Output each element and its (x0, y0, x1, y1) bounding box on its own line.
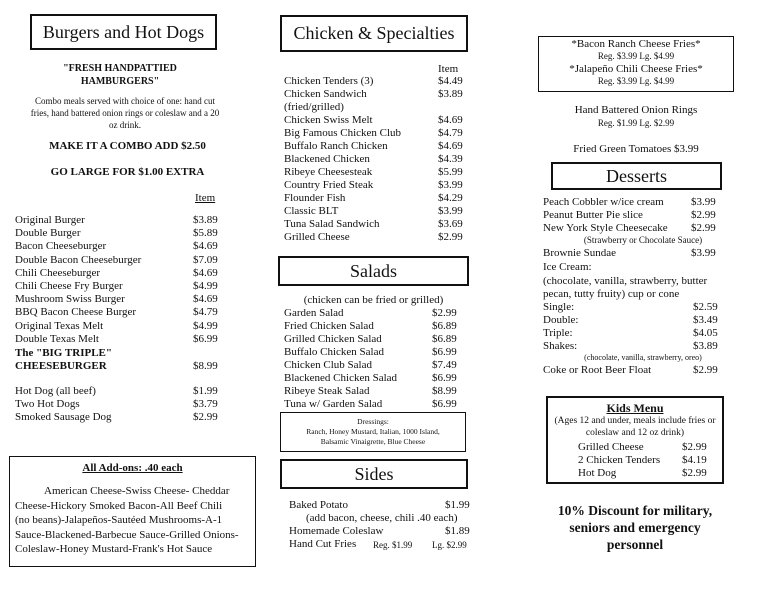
desserts-title: Desserts (606, 165, 667, 186)
salad-item-price: $7.49 (432, 359, 457, 371)
discount-line2: seniors and emergency (569, 520, 701, 535)
burger-item: Bacon Cheeseburger (15, 240, 107, 253)
burger-item: Original Texas Melt (15, 319, 104, 332)
chicken-item-price: $4.69 (438, 140, 463, 152)
kids-item-price: $4.19 (682, 454, 707, 466)
onion-rings: Hand Battered Onion Rings (574, 104, 698, 116)
hotdog-item-price: $2.99 (193, 411, 218, 424)
big-triple-price: $8.99 (193, 360, 218, 372)
onion-rings-prices: Reg. $1.99 Lg. $2.99 (597, 118, 675, 128)
green-tomatoes: Fried Green Tomatoes $3.99 (573, 143, 699, 155)
chicken-item-price: $3.89 (438, 88, 463, 100)
salad-item-price: $6.89 (432, 333, 457, 345)
salad-item: Blackened Chicken Salad (284, 372, 398, 384)
dressings-title: Dressings: (357, 417, 389, 426)
jalapeno-chili-fries-prices: Reg. $3.99 Lg. $4.99 (597, 76, 675, 86)
dessert-item: New York Style Cheesecake (543, 222, 668, 234)
big-triple-line1: The "BIG TRIPLE" (15, 347, 112, 359)
ice-cream-size-price: $4.05 (693, 327, 718, 339)
chicken-header (280, 15, 468, 52)
addons-line: Cheese-Hickory Smoked Bacon-All Beef Chili (15, 499, 223, 512)
chicken-item: Flounder Fish (284, 192, 346, 204)
ice-cream-size: Double: (543, 314, 579, 326)
chicken-item-price: $3.99 (438, 205, 463, 217)
chicken-item: Ribeye Cheesesteak (284, 166, 373, 178)
addons-line: (no beans)-Jalapeños-Sautéed Mushrooms-A-1 (15, 514, 223, 526)
chicken-item: Buffalo Ranch Chicken (284, 140, 388, 152)
dressings-line2: Balsamic Vinaigrette, Blue Cheese (320, 437, 426, 446)
addons-line: American Cheese-Swiss Cheese- Cheddar (44, 485, 230, 497)
chicken-item: Chicken Sandwich (284, 88, 367, 100)
brownie-sundae: Brownie Sundae (543, 247, 617, 259)
burger-item-price: $4.69 (193, 266, 218, 279)
baked-potato-price: $1.99 (445, 499, 470, 511)
burger-item-price: $4.99 (193, 280, 218, 292)
hand-cut-fries-lg: Lg. $2.99 (432, 540, 467, 550)
kids-item: Grilled Cheese (578, 441, 644, 453)
dessert-item-price: $3.99 (691, 196, 716, 208)
cheesecake-note: (Strawberry or Chocolate Sauce) (583, 235, 703, 245)
float-price: $2.99 (693, 364, 718, 376)
salad-item-price: $6.99 (432, 372, 457, 384)
burger-item-price: $4.79 (193, 306, 218, 319)
chicken-item: Chicken Tenders (3) (284, 75, 374, 87)
hotdog-item: Two Hot Dogs (15, 398, 80, 411)
hotdog-item-price: $3.79 (193, 398, 218, 411)
burger-item: Chili Cheeseburger (15, 266, 101, 279)
kids-menu-title: Kids Menu (606, 401, 664, 415)
bacon-ranch-fries: *Bacon Ranch Cheese Fries* (571, 38, 701, 50)
burger-item: Double Bacon Cheeseburger (15, 253, 142, 266)
dessert-item: Peach Cobbler w/ice cream (543, 196, 664, 208)
chicken-item-price: $4.29 (438, 192, 463, 204)
dessert-item-price: $2.99 (691, 222, 716, 234)
burger-item: Mushroom Swiss Burger (15, 293, 125, 306)
chicken-item-price: $3.69 (438, 218, 463, 230)
ice-cream-desc-2: pecan, tutty fruity) cup or cone (543, 288, 680, 300)
burger-item-price: $4.69 (193, 240, 218, 253)
burger-item-header: Item (195, 192, 216, 204)
baked-potato: Baked Potato (289, 499, 348, 511)
addons-title: All Add-ons: .40 each (82, 462, 183, 474)
burger-item: Double Burger (15, 227, 81, 240)
chicken-item: Blackened Chicken (284, 153, 370, 165)
baked-potato-note: (add bacon, cheese, chili .40 each) (306, 512, 458, 524)
salads-title: Salads (350, 260, 397, 281)
burger-item-price: $4.99 (193, 319, 218, 332)
chicken-item: Chicken Swiss Melt (284, 114, 373, 126)
kids-item: Hot Dog (578, 467, 617, 479)
chicken-title: Chicken & Specialties (293, 23, 455, 43)
hotdog-item-price: $1.99 (193, 385, 218, 397)
sides-header (280, 459, 468, 489)
big-triple-line2: CHEESEBURGER (15, 360, 107, 372)
burger-item: Original Burger (15, 214, 85, 226)
salad-item: Ribeye Steak Salad (284, 385, 370, 397)
burger-item: Double Texas Melt (15, 332, 99, 345)
ice-cream-size-price: $2.59 (693, 301, 718, 313)
hand-cut-fries-reg: Reg. $1.99 (373, 540, 413, 550)
brownie-sundae-price: $3.99 (691, 247, 716, 259)
salad-item: Tuna w/ Garden Salad (284, 398, 383, 410)
dessert-item: Peanut Butter Pie slice (543, 209, 643, 221)
salad-item: Grilled Chicken Salad (284, 333, 382, 345)
ice-cream-size-price: $3.89 (693, 340, 718, 352)
salad-item-price: $6.89 (432, 320, 457, 332)
chicken-item-price: $4.69 (438, 114, 463, 126)
chicken-item: Tuna Salad Sandwich (284, 218, 380, 230)
combo-description: Combo meals served with choice of one: hand cut fries, hand battered onion rings or coleslaw and a 20 oz drink. (30, 96, 220, 130)
burger-item: Chili Cheese Fry Burger (15, 280, 123, 292)
jalapeno-chili-fries: *Jalapeño Chili Cheese Fries* (569, 63, 703, 75)
burger-item-price: $3.89 (193, 214, 218, 226)
desserts-header (551, 162, 722, 190)
coleslaw-price: $1.89 (445, 525, 470, 537)
coleslaw: Homemade Coleslaw (289, 525, 384, 537)
ice-cream-desc-1: (chocolate, vanilla, strawberry, butter (543, 275, 708, 287)
chicken-item-price: $4.79 (438, 127, 463, 139)
chicken-item-header: Item (438, 63, 459, 75)
chicken-item-price: $3.99 (438, 179, 463, 191)
salad-item-price: $8.99 (432, 385, 457, 397)
hotdog-item: Smoked Sausage Dog (15, 411, 112, 424)
salad-item-price: $2.99 (432, 307, 457, 319)
burger-item: BBQ Bacon Cheese Burger (15, 306, 137, 319)
chicken-item-price: $2.99 (438, 231, 463, 243)
chicken-item: Big Famous Chicken Club (284, 127, 402, 139)
chicken-item-price: $5.99 (438, 166, 463, 178)
chicken-item: Country Fried Steak (284, 179, 374, 191)
salads-header (278, 256, 469, 286)
burger-item-price: $6.99 (193, 332, 218, 345)
sides-title: Sides (354, 463, 394, 484)
chicken-item: (fried/grilled) (284, 101, 344, 113)
chicken-item-price: $4.49 (438, 75, 463, 87)
salad-item: Buffalo Chicken Salad (284, 346, 384, 358)
salad-item-price: $6.99 (432, 398, 457, 410)
ice-cream-size: Shakes: (543, 340, 578, 352)
addons-line: Sauce-Blackened-Barbecue Sauce-Grilled Onions- (15, 528, 239, 541)
salads-note: (chicken can be fried or grilled) (303, 294, 444, 306)
hotdog-item: Hot Dog (all beef) (15, 385, 96, 397)
chicken-item-price: $4.39 (438, 153, 463, 165)
kids-menu-note-2: coleslaw and 12 oz drink) (585, 428, 685, 438)
combo-add-text: MAKE IT A COMBO ADD $2.50 (49, 140, 206, 152)
dressings-line1: Ranch, Honey Mustard, Italian, 1000 Island, (306, 427, 440, 436)
ice-cream-size-price: $3.49 (693, 314, 718, 326)
float: Coke or Root Beer Float (543, 364, 652, 376)
burgers-title: Burgers and Hot Dogs (42, 21, 205, 42)
discount-line3: personnel (606, 537, 664, 552)
ice-cream-size: Single: (543, 301, 575, 313)
burger-item-price: $5.89 (193, 227, 218, 240)
kids-item-price: $2.99 (682, 441, 707, 453)
addons-line: Coleslaw-Honey Mustard-Frank's Hot Sauce (15, 543, 213, 555)
discount-line1: 10% Discount for military, (557, 503, 713, 518)
chicken-item: Classic BLT (284, 205, 339, 217)
chicken-item: Grilled Cheese (284, 231, 350, 243)
salad-item: Chicken Club Salad (284, 359, 372, 371)
salad-item-price: $6.99 (432, 346, 457, 358)
burger-item-price: $4.69 (193, 293, 218, 306)
ice-cream-size: Triple: (543, 327, 573, 339)
burger-item-price: $7.09 (193, 253, 218, 266)
shakes-note: (chocolate, vanilla, strawberry, oreo) (584, 353, 702, 362)
salad-item: Garden Salad (284, 307, 344, 319)
go-large-text: GO LARGE FOR $1.00 EXTRA (50, 166, 205, 178)
bacon-ranch-fries-prices: Reg. $3.99 Lg. $4.99 (597, 51, 675, 61)
dessert-item-price: $2.99 (691, 209, 716, 221)
kids-menu-note-1: (Ages 12 and under, meals include fries or (554, 416, 716, 426)
ice-cream-label: Ice Cream: (543, 261, 592, 273)
kids-item: 2 Chicken Tenders (578, 454, 661, 466)
hand-cut-fries: Hand Cut Fries (289, 538, 357, 550)
salad-item: Fried Chicken Salad (284, 320, 374, 332)
fresh-handpattied-text: "FRESH HANDPATTIED HAMBURGERS" (63, 63, 177, 87)
kids-item-price: $2.99 (682, 467, 707, 479)
burgers-header (30, 14, 217, 50)
